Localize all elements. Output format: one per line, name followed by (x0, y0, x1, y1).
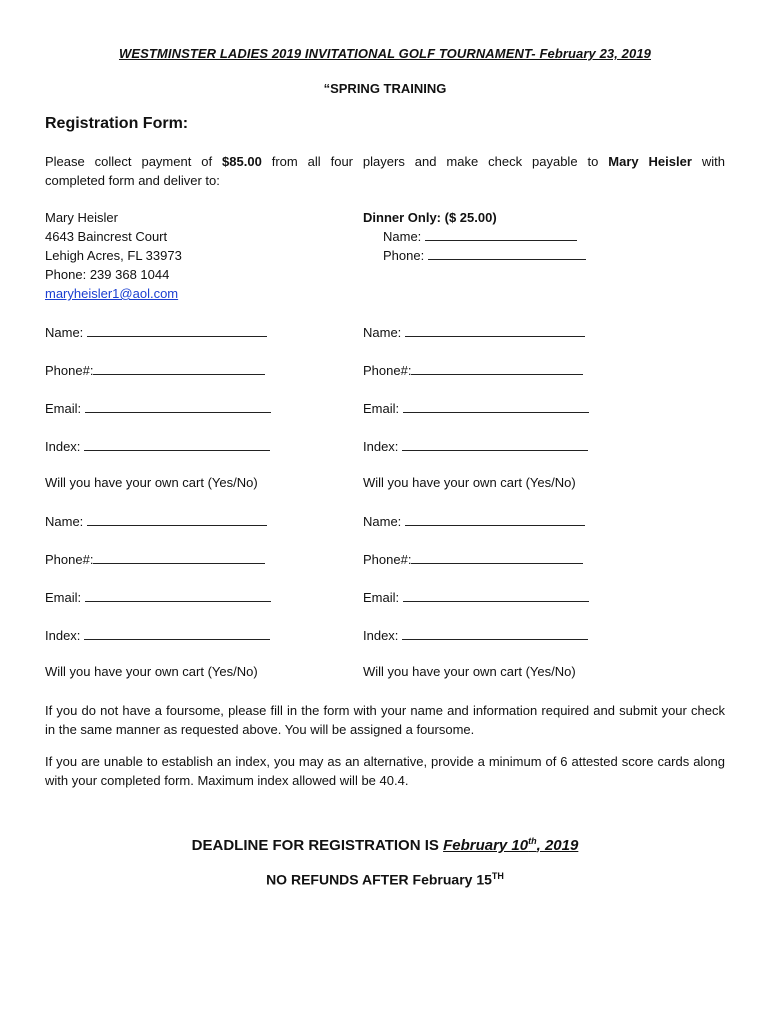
dinner-name-label: Name: (383, 229, 422, 244)
index-note: If you are unable to establish an index, you may as an alternative, provide a minimum of 6 attested score cards along with your completed form. Maximum index allowed will be 40.4. (45, 754, 725, 788)
player1-name-row (45, 323, 267, 340)
dinner-phone-row (363, 246, 586, 265)
player3-cart-question: Will you have your own cart (Yes/No) (45, 664, 258, 679)
dinner-only-section (363, 208, 586, 265)
player2-cart-question: Will you have your own cart (Yes/No) (363, 475, 576, 490)
deadline-year: , 2019 (536, 837, 579, 854)
document-subtitle: “SPRING TRAINING (323, 81, 447, 96)
deadline-label: DEADLINE FOR REGISTRATION IS (191, 837, 439, 854)
intro-paragraph (45, 152, 725, 190)
player1-phone-row (45, 361, 265, 378)
index-label: Index: (363, 628, 399, 643)
player1-index-field[interactable] (84, 437, 270, 451)
deadline-date-text: February 10 (443, 837, 529, 854)
name-label: Name: (363, 514, 402, 529)
payment-amount: $85.00 (222, 154, 262, 169)
player1-email-row (45, 399, 271, 416)
player3-index-row (45, 626, 270, 643)
player4-cart-question: Will you have your own cart (Yes/No) (363, 664, 576, 679)
no-refunds-suffix: TH (491, 871, 504, 881)
player1-email-field[interactable] (85, 399, 271, 413)
intro-pre: Please collect payment of (45, 154, 213, 169)
deadline-date-suffix: th (528, 836, 537, 846)
intro-mid: from all four players and make check payable to (271, 154, 599, 169)
player3-index-field[interactable] (84, 626, 270, 640)
player3-email-row (45, 588, 271, 605)
dinner-name-field[interactable] (425, 227, 577, 241)
player2-name-field[interactable] (405, 323, 585, 337)
dinner-phone-field[interactable] (428, 246, 586, 260)
dinner-phone-label: Phone: (383, 248, 425, 263)
index-label: Index: (45, 628, 81, 643)
email-link[interactable]: maryheisler1@aol.com (45, 286, 179, 301)
foursome-note: If you do not have a foursome, please fill in the form with your name and information required and submit your check in the same manner as requested above. You will be assigned a foursome. (45, 703, 725, 737)
player1-cart-question: Will you have your own cart (Yes/No) (45, 475, 258, 490)
player4-name-row (363, 512, 585, 529)
address-name: Mary Heisler (45, 210, 118, 225)
player3-name-field[interactable] (87, 512, 267, 526)
deadline-date (443, 837, 578, 854)
player3-phone-field[interactable] (93, 550, 265, 564)
email-label: Email: (363, 401, 400, 416)
player1-name-field[interactable] (87, 323, 267, 337)
player1-index-row (45, 437, 270, 454)
index-label: Index: (45, 439, 81, 454)
intro-line2: completed form and deliver to: (45, 173, 220, 188)
player4-email-field[interactable] (403, 588, 589, 602)
player2-phone-field[interactable] (411, 361, 583, 375)
player2-name-row (363, 323, 585, 340)
player2-index-field[interactable] (402, 437, 588, 451)
dinner-title: Dinner Only: ($ 25.00) (363, 210, 497, 225)
address-street: 4643 Baincrest Court (45, 229, 168, 244)
phone-label: Phone#: (45, 552, 94, 567)
phone-label: Phone#: (363, 363, 412, 378)
player2-phone-row (363, 361, 583, 378)
address-phone: Phone: 239 368 1044 (45, 267, 170, 282)
intro-post: with (701, 154, 725, 169)
phone-label: Phone#: (363, 552, 412, 567)
player4-email-row (363, 588, 589, 605)
player4-phone-field[interactable] (411, 550, 583, 564)
no-refunds-notice (0, 871, 770, 888)
email-label: Email: (45, 401, 82, 416)
document-title: WESTMINSTER LADIES 2019 INVITATIONAL GOLF TOURNAMENT- February 23, 2019 (118, 46, 651, 61)
player2-email-field[interactable] (403, 399, 589, 413)
player2-email-row (363, 399, 589, 416)
player4-index-row (363, 626, 588, 643)
dinner-name-row (363, 227, 586, 246)
phone-label: Phone#: (45, 363, 94, 378)
player4-name-field[interactable] (405, 512, 585, 526)
player2-index-row (363, 437, 588, 454)
address-city: Lehigh Acres, FL 33973 (45, 248, 182, 263)
registration-deadline (0, 836, 770, 854)
name-label: Name: (45, 514, 84, 529)
form-heading: Registration Form: (45, 115, 189, 132)
no-refunds-text: NO REFUNDS AFTER February 15 (266, 871, 492, 888)
player3-name-row (45, 512, 267, 529)
player3-phone-row (45, 550, 265, 567)
index-label: Index: (363, 439, 399, 454)
mailing-address (45, 208, 182, 303)
player4-index-field[interactable] (402, 626, 588, 640)
payee-name: Mary Heisler (608, 154, 692, 169)
email-label: Email: (45, 590, 82, 605)
name-label: Name: (363, 325, 402, 340)
name-label: Name: (45, 325, 84, 340)
email-label: Email: (363, 590, 400, 605)
player3-email-field[interactable] (85, 588, 271, 602)
player4-phone-row (363, 550, 583, 567)
player1-phone-field[interactable] (93, 361, 265, 375)
